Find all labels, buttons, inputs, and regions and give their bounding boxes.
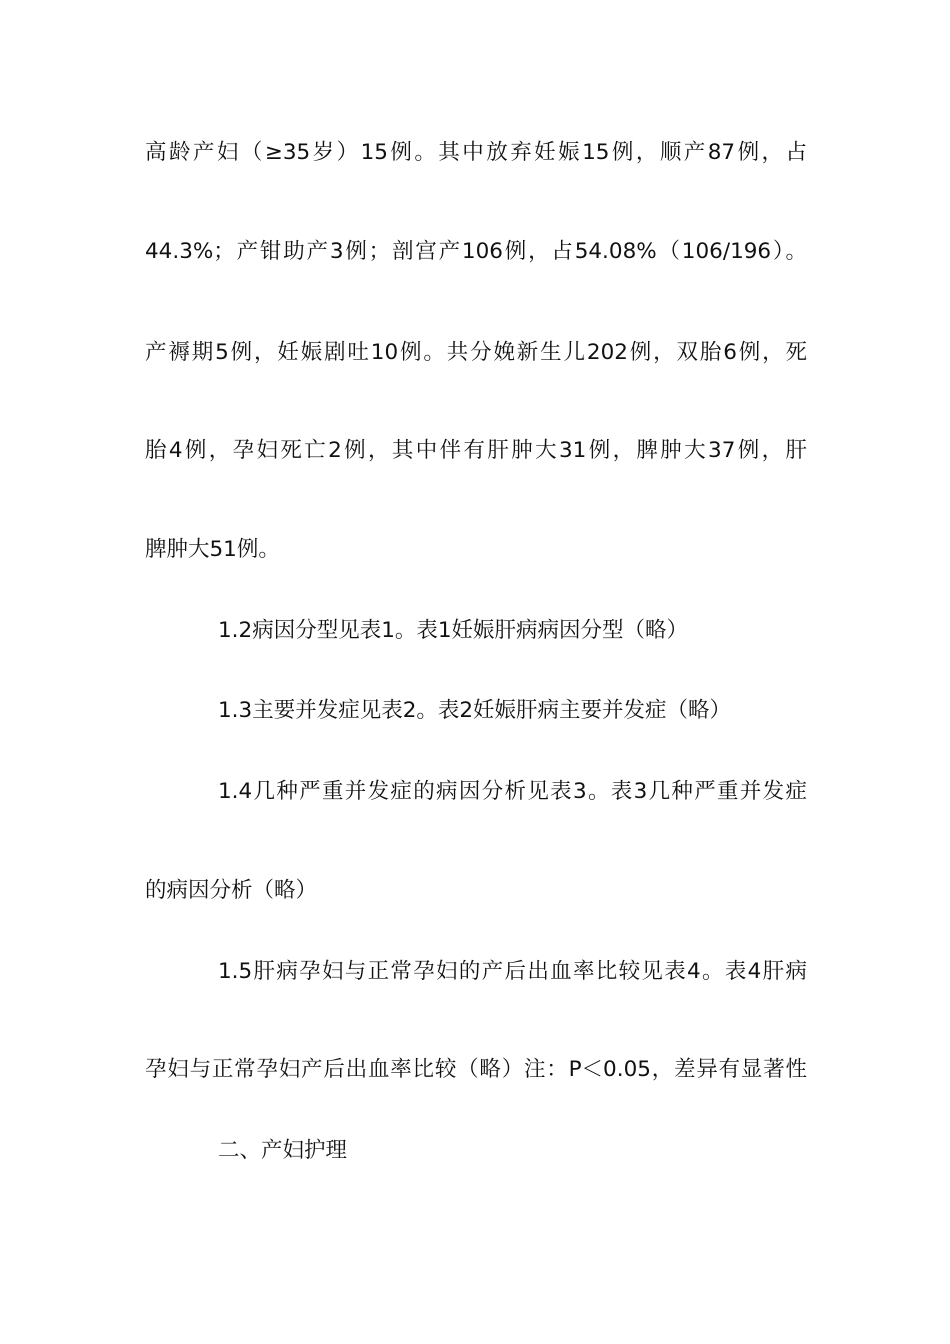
section-heading: 二、产妇护理 [218,1138,348,1163]
paragraph-line: 胎4例，孕妇死亡2例，其中伴有肝肿大31例，脾肿大37例，肝 [145,438,807,463]
section-1-4-line: 1.4几种严重并发症的病因分析见表3。表3几种严重并发症 [218,779,807,804]
paragraph-line: 高龄产妇（≥35岁）15例。其中放弃妊娠15例，顺产87例，占 [145,140,807,165]
section-1-5-line: 1.5肝病孕妇与正常孕妇的产后出血率比较见表4。表4肝病 [218,959,807,984]
section-1-4-line: 的病因分析（略） [145,878,318,903]
section-1-2-line: 1.2病因分型见表1。表1妊娠肝病病因分型（略） [218,618,689,643]
paragraph-line: 产褥期5例，妊娠剧吐10例。共分娩新生儿202例，双胎6例，死 [145,340,807,365]
paragraph-line: 44.3%；产钳助产3例；剖宫产106例，占54.08%（106/196）。 [145,239,807,264]
section-1-5-line: 孕妇与正常孕妇产后出血率比较（略）注：P＜0.05，差异有显著性 [145,1057,807,1082]
section-1-3-line: 1.3主要并发症见表2。表2妊娠肝病主要并发症（略） [218,698,732,723]
paragraph-line: 脾肿大51例。 [145,537,280,562]
